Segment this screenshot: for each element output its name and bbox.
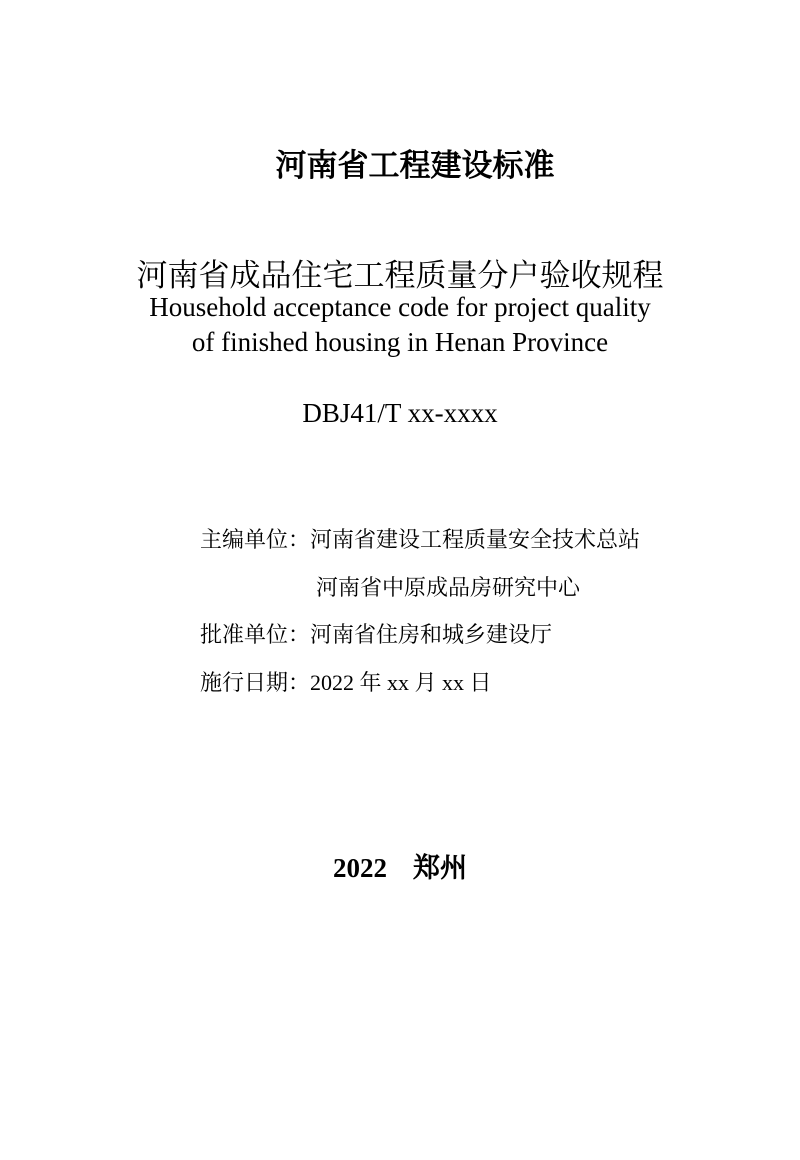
approval-unit: 批准单位：河南省住房和城乡建设厅 — [200, 622, 553, 647]
document-title-english-line-2: of finished housing in Henan Province — [191, 327, 609, 357]
effective-date: 施行日期：2022 年 xx 月 xx 日 — [200, 670, 492, 695]
document-title-chinese: 河南省成品住宅工程质量分户验收规程 — [136, 258, 664, 293]
publication-year: 2022 — [333, 853, 387, 883]
publication-city: 郑州 — [413, 853, 467, 884]
chief-editor-unit: 主编单位：河南省建设工程质量安全技术总站 — [200, 527, 641, 552]
standard-category-heading: 河南省工程建设标准 — [275, 148, 555, 184]
publication-footer — [0, 846, 800, 885]
document-title-english-line-1: Household acceptance code for project quality — [149, 292, 651, 322]
standard-code: DBJ41/T xx-xxxx — [302, 398, 498, 428]
chief-editor-unit-secondary: 河南省中原成品房研究中心 — [316, 575, 581, 600]
